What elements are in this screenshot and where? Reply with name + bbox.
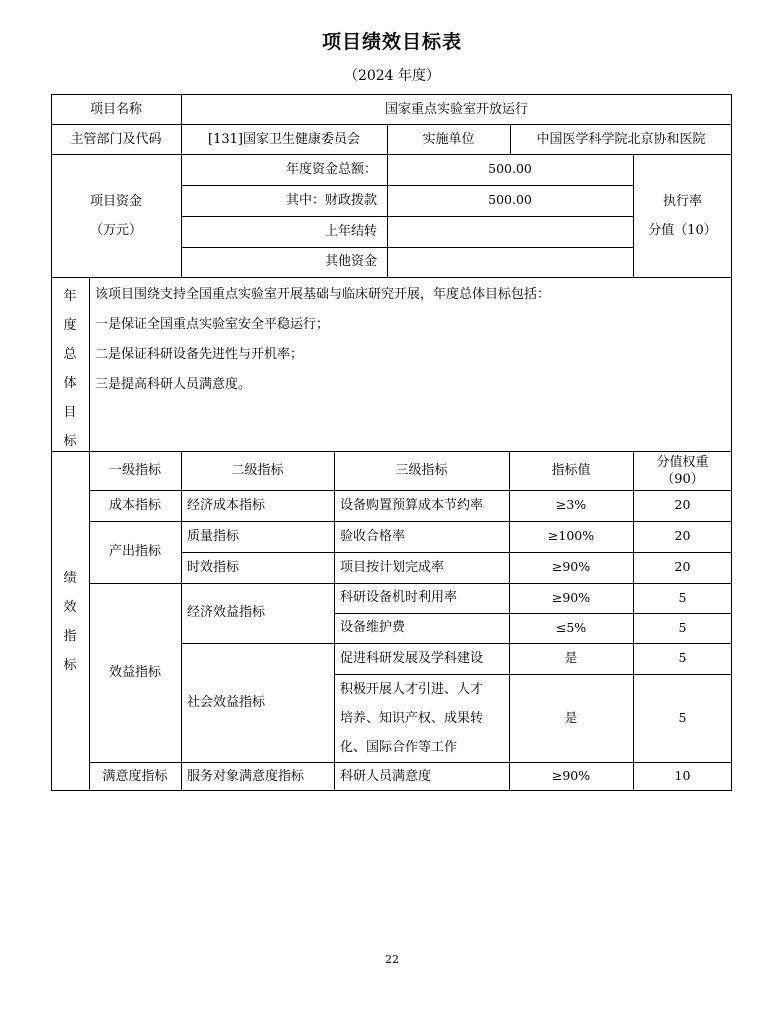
goal-line: 一是保证全国重点实验室安全平稳运行； — [95, 317, 330, 332]
header-value: 指标值 — [551, 463, 591, 479]
funds-fiscal-value: 500.00 — [488, 192, 532, 208]
project-name-label: 项目名称 — [89, 101, 142, 117]
indicator-value: ≥90% — [551, 768, 591, 784]
indicator-value: 是 — [564, 650, 578, 666]
indicator-value: ≥3% — [555, 497, 587, 513]
sub-social-benefit: 社会效益指标 — [187, 694, 266, 710]
indicator-name: 项目按计划完成率 — [340, 559, 445, 575]
indicator-value: 是 — [564, 709, 578, 725]
indicator-weight: 5 — [678, 619, 687, 635]
execution-rate-line2: 分值（10） — [648, 222, 717, 238]
project-name-value: 国家重点实验室开放运行 — [384, 101, 528, 117]
sub-timeliness: 时效指标 — [187, 559, 240, 575]
group-output: 产出指标 — [108, 544, 161, 560]
funds-other-value — [387, 247, 633, 277]
funds-fiscal-label: 其中：财政拨款 — [285, 192, 377, 208]
execution-rate — [633, 154, 732, 277]
funds-label-line1: 项目资金 — [89, 193, 142, 209]
sub-economic-cost: 经济成本指标 — [187, 497, 266, 513]
page-subtitle: （2024 年度） — [343, 68, 441, 84]
funds-label-line2: （万元） — [89, 222, 142, 238]
header-weight: 分值权重 （90） — [656, 455, 709, 487]
execution-rate-line1: 执行率 — [662, 193, 702, 209]
indicator-value: ≥90% — [551, 559, 591, 575]
performance-table — [51, 94, 732, 791]
annual-goal-text — [95, 280, 725, 400]
indicator-name: 设备购置预算成本节约率 — [340, 497, 484, 513]
group-cost: 成本指标 — [108, 497, 161, 513]
indicator-weight: 5 — [678, 709, 687, 725]
goal-line: 该项目围绕支持全国重点实验室开展基础与临床研究开展，年度总体目标包括： — [95, 287, 551, 302]
funds-total-label: 年度资金总额： — [285, 161, 377, 177]
unit-label: 实施单位 — [422, 131, 475, 147]
goal-line: 三是提高科研人员满意度。 — [95, 377, 252, 392]
indicator-weight: 5 — [678, 650, 687, 666]
funds-carryover-label: 上年结转 — [324, 223, 377, 239]
indicator-weight: 20 — [674, 559, 691, 575]
sub-quality: 质量指标 — [187, 528, 240, 544]
indicator-value: ≥90% — [551, 589, 591, 605]
group-benefit: 效益指标 — [108, 664, 161, 680]
group-satisfaction: 满意度指标 — [102, 768, 168, 784]
unit-value: 中国医学科学院北京协和医院 — [536, 131, 706, 147]
indicator-weight: 20 — [674, 497, 691, 513]
indicator-name: 促进科研发展及学科建设 — [340, 650, 484, 666]
funds-carryover-value — [387, 216, 633, 247]
page-title: 项目绩效目标表 — [321, 31, 462, 53]
header-level1: 一级指标 — [108, 463, 161, 479]
indicator-name: 科研设备机时利用率 — [340, 590, 458, 606]
indicator-name: 积极开展人才引进、人才 培养、知识产权、成果转 化、国际合作等工作 — [340, 681, 484, 755]
indicator-weight: 5 — [678, 589, 687, 605]
indicator-name: 科研人员满意度 — [340, 768, 432, 784]
annual-goal-label: 年 度 总 体 目 标 — [63, 289, 77, 449]
dept-label: 主管部门及代码 — [70, 131, 162, 147]
sub-service-satisfaction: 服务对象满意度指标 — [187, 768, 305, 784]
sub-economic-benefit: 经济效益指标 — [187, 605, 266, 621]
indicator-weight: 20 — [674, 528, 691, 544]
header-level3: 三级指标 — [395, 463, 448, 479]
indicator-name: 验收合格率 — [340, 528, 406, 544]
header-level2: 二级指标 — [231, 463, 284, 479]
indicator-weight: 10 — [674, 768, 691, 784]
indicator-value: ≥100% — [547, 528, 595, 544]
performance-label: 绩 效 指 标 — [63, 571, 77, 673]
goal-line: 二是保证科研设备先进性与开机率； — [95, 347, 304, 362]
page-number: 22 — [385, 953, 399, 966]
funds-label — [51, 154, 181, 277]
funds-other-label: 其他资金 — [324, 254, 377, 270]
dept-value: [131]国家卫生健康委员会 — [208, 131, 360, 147]
indicator-name: 设备维护费 — [340, 620, 406, 636]
indicator-value: ≤5% — [555, 619, 587, 635]
funds-total-value: 500.00 — [488, 161, 532, 177]
